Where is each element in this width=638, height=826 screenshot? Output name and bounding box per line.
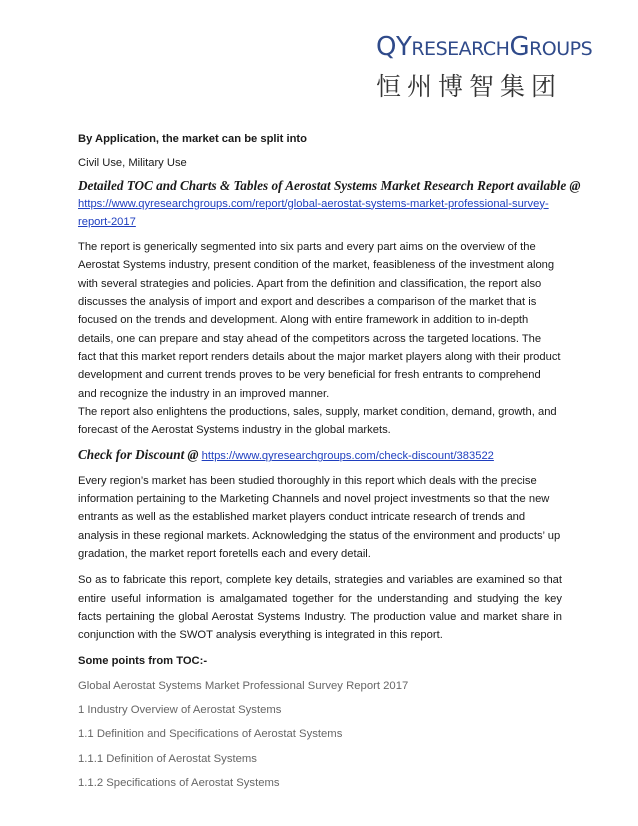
- document-body: [78, 130, 581, 792]
- discount-line: [78, 446, 562, 465]
- by-application-heading: By Application, the market can be split into: [78, 133, 307, 145]
- methodology-paragraph: So as to fabricate this report, complete key details, strategies and variables are examined so that entire useful information is amalgamated together for the understanding and studying the key facts pertaining the global Aerostat Systems Industry. The production value and market share in conjunction with the SWOT analysis everything is integrated in this report.: [78, 574, 562, 642]
- logo-part: RESEARCH: [411, 38, 510, 60]
- toc-report-link[interactable]: https://www.qyresearchgroups.com/report/global-aerostat-systems-market-professional-survey- report-2017: [78, 197, 549, 228]
- company-logo: [376, 32, 593, 104]
- discount-label: Check for Discount @: [78, 447, 199, 463]
- logo-part: QY: [376, 32, 412, 62]
- toc-item: 1.1.1 Definition of Aerostat Systems: [78, 752, 257, 765]
- points-heading: Some points from TOC:-: [78, 655, 208, 668]
- discount-link[interactable]: https://www.qyresearchgroups.com/check-discount/383522: [201, 450, 494, 463]
- logo-part: G: [509, 32, 530, 62]
- toc-link-block: [78, 195, 562, 232]
- logo-chinese: 恒州博智集团: [376, 72, 563, 101]
- overview-paragraph: The report is generically segmented into six parts and every part aims on the overview of the Aerostat Systems industry, present condition of the market, feasibleness of the investment along with several strategies and policies. Apart from the definition and classification, the report also discusses the analysis of import and export and describes a comparison of the market that is focused on the trends and development. Along with entire framework in addition to in-depth details, one can prepare and stay ahead of the competitors across the targeted locations. The fact that this market report renders details about the major market players along with their product development and current trends proves to be very beneficial for fresh entrants to comprehend and recognize the industry in an improved manner.: [78, 241, 561, 400]
- toc-item: 1.1 Definition and Specifications of Aerostat Systems: [78, 728, 343, 741]
- overview-paragraph-continued: The report also enlightens the productions, sales, supply, market condition, demand, growth, and forecast of the Aerostat Systems industry in the global markets.: [78, 405, 557, 437]
- logo-english: [376, 32, 593, 64]
- toc-heading: Detailed TOC and Charts & Tables of Aerostat Systems Market Research Report available @: [78, 177, 581, 193]
- toc-item: Global Aerostat Systems Market Professional Survey Report 2017: [78, 679, 409, 692]
- toc-list: [78, 677, 562, 792]
- applications-text: Civil Use, Military Use: [78, 157, 187, 170]
- toc-item: 1.1.2 Specifications of Aerostat Systems: [78, 776, 280, 789]
- logo-part: ROUPS: [529, 38, 593, 60]
- toc-item: 1 Industry Overview of Aerostat Systems: [78, 704, 282, 717]
- regional-paragraph: Every region’s market has been studied thoroughly in this report which deals with the precise information pertaining to the Marketing Channels and novel project investments so that the new entrants as well as the established market players conduct intricate research of trends and analysis in these regional markets. Acknowledging the status of the environment and products’ up gradation, the market report foretells each and every detail.: [78, 474, 561, 560]
